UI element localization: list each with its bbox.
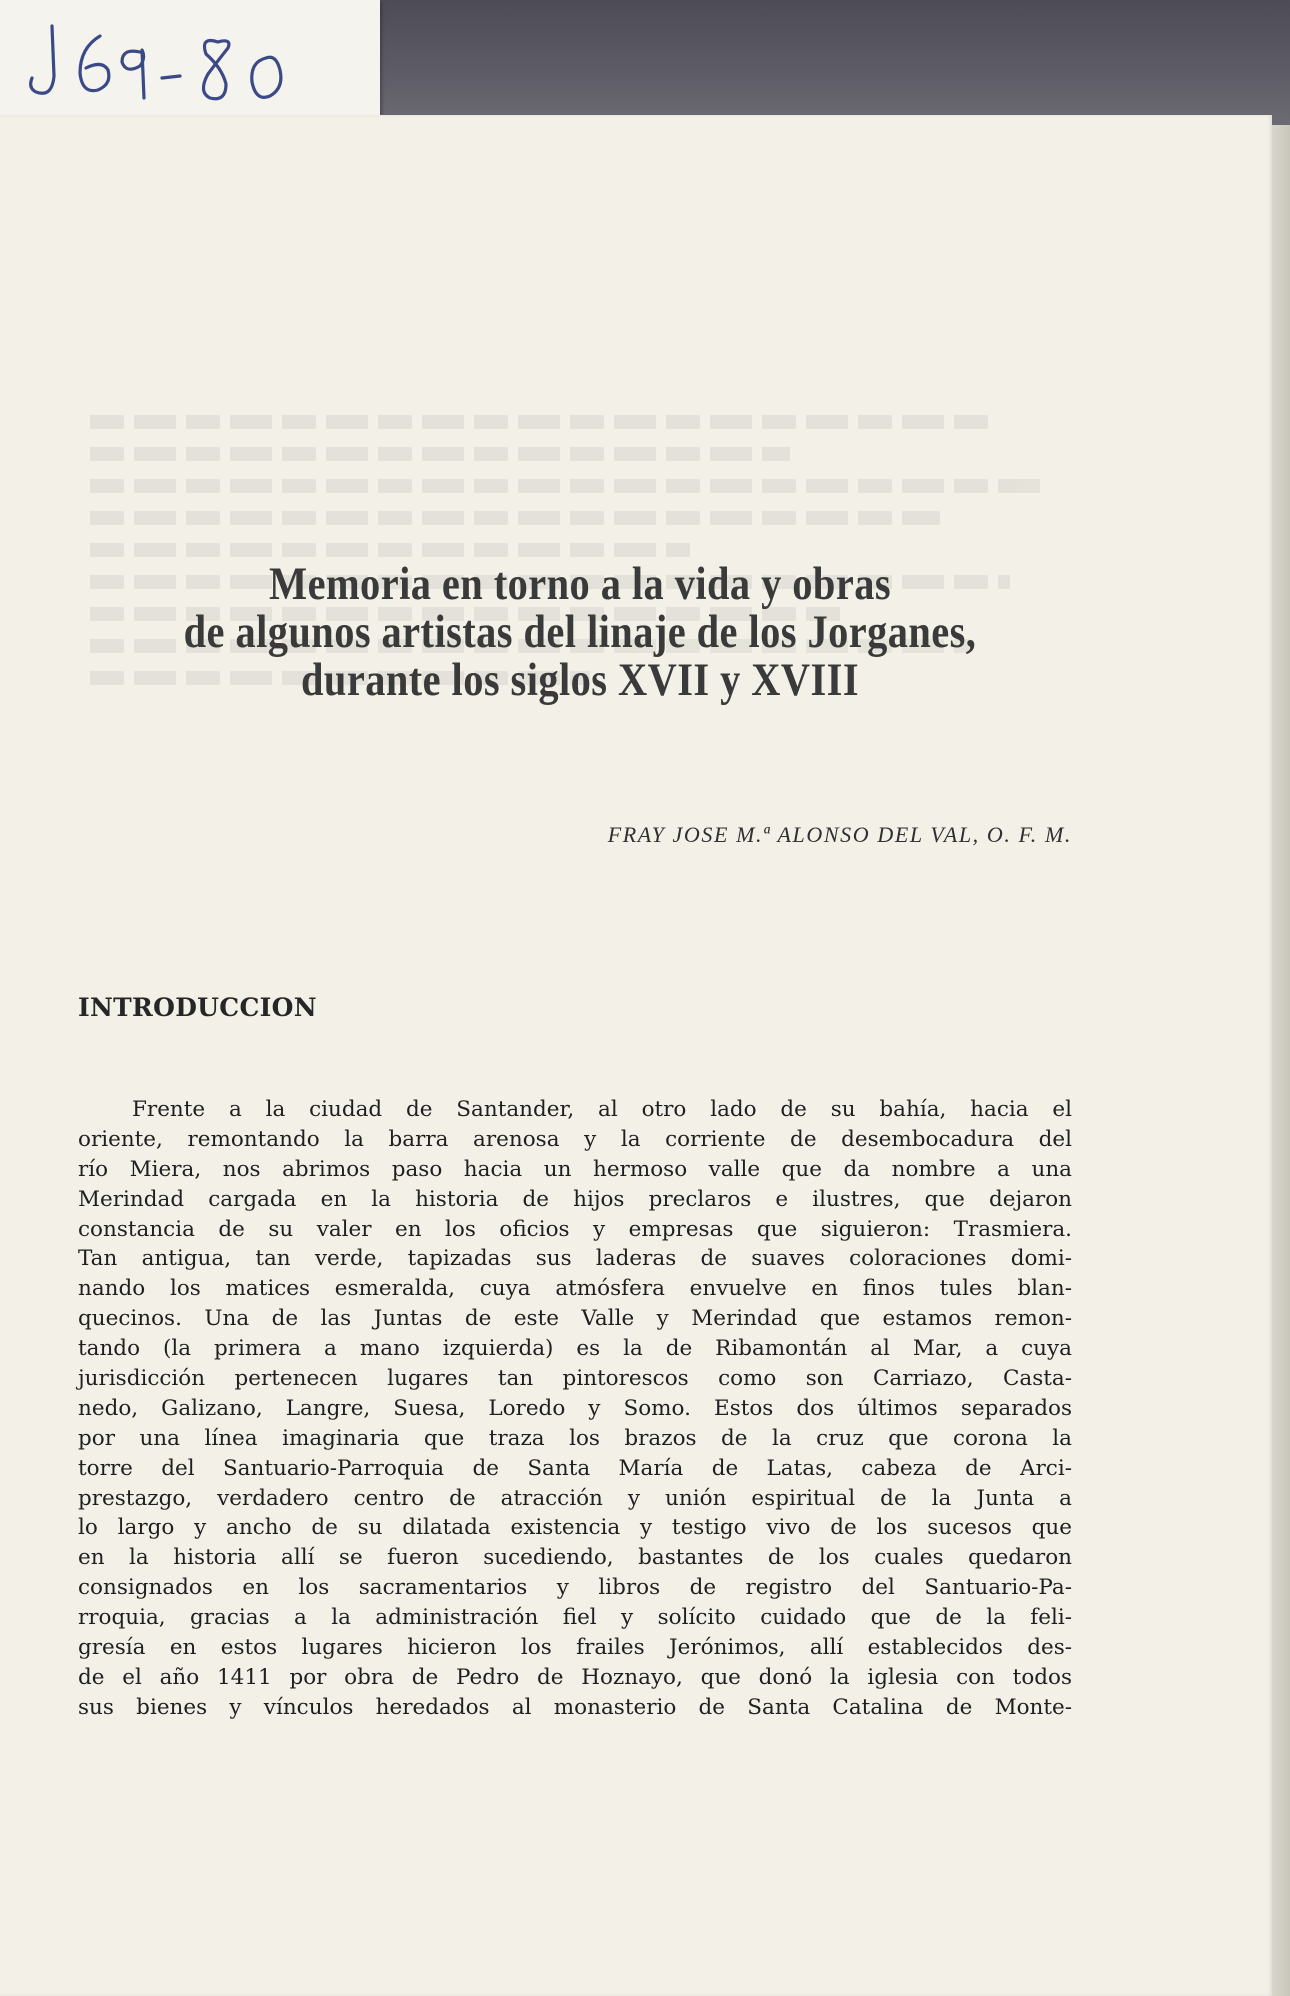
body-line: nedo, Galizano, Langre, Suesa, Loredo y Somo. Estos dos últimos separados bbox=[78, 1395, 1072, 1421]
reference-label bbox=[0, 0, 380, 125]
body-paragraph bbox=[78, 1095, 1072, 1723]
title-line-3: durante los siglos XVII y XVIII bbox=[301, 654, 859, 706]
body-line: lo largo y ancho de su dilatada existencia y testigo vivo de los sucesos que bbox=[78, 1515, 1072, 1541]
body-line: consignados en los sacramentarios y libros de registro del Santuario-Pa- bbox=[78, 1575, 1072, 1601]
body-line: Merindad cargada en la historia de hijos preclaros e ilustres, que dejaron bbox=[78, 1186, 1072, 1212]
body-line: Tan antigua, tan verde, tapizadas sus laderas de suaves coloraciones domi- bbox=[78, 1246, 1072, 1272]
body-line: por una línea imaginaria que traza los brazos de la cruz que corona la bbox=[78, 1425, 1072, 1451]
body-line: quecinos. Una de las Juntas de este Valle y Merindad que estamos remon- bbox=[78, 1306, 1072, 1332]
body-line: torre del Santuario-Parroquia de Santa María de Latas, cabeza de Arci- bbox=[78, 1455, 1072, 1481]
title-line-1: Memoria en torno a la vida y obras bbox=[269, 558, 891, 610]
section-heading: INTRODUCCION bbox=[78, 993, 317, 1022]
handwritten-reference bbox=[22, 18, 322, 113]
body-line: prestazgo, verdadero centro de atracción y unión espiritual de la Junta a bbox=[78, 1485, 1072, 1511]
body-line: de el año 1411 por obra de Pedro de Hoznayo, que donó la iglesia con todos bbox=[78, 1664, 1072, 1690]
body-line: nando los matices esmeralda, cuya atmósfera envuelve en finos tules blan- bbox=[78, 1276, 1072, 1302]
body-line: rroquia, gracias a la administración fiel y solícito cuidado que de la feli- bbox=[78, 1605, 1072, 1631]
body-line: sus bienes y vínculos heredados al monasterio de Santa Catalina de Monte- bbox=[78, 1694, 1072, 1720]
title-line-2: de algunos artistas del linaje de los Jorganes, bbox=[183, 606, 977, 658]
body-line: río Miera, nos abrimos paso hacia un hermoso valle que da nombre a una bbox=[78, 1156, 1072, 1182]
author-byline: FRAY JOSE M.ª ALONSO DEL VAL, O. F. M. bbox=[607, 822, 1072, 847]
article-title bbox=[150, 560, 1010, 704]
body-line: tando (la primera a mano izquierda) es la de Ribamontán al Mar, a cuya bbox=[78, 1336, 1072, 1362]
body-line: oriente, remontando la barra arenosa y la corriente de desembocadura del bbox=[78, 1126, 1072, 1152]
body-line: gresía en estos lugares hicieron los frailes Jerónimos, allí establecidos des- bbox=[78, 1635, 1072, 1661]
body-line: constancia de su valer en los oficios y empresas que siguieron: Trasmiera. bbox=[78, 1216, 1072, 1242]
body-line: en la historia allí se fueron sucediendo, bastantes de los cuales quedaron bbox=[78, 1545, 1072, 1571]
body-line: Frente a la ciudad de Santander, al otro lado de su bahía, hacia el bbox=[132, 1097, 1072, 1122]
page-edge bbox=[1272, 125, 1290, 1996]
body-line: jurisdicción pertenecen lugares tan pintorescos como son Carriazo, Casta- bbox=[78, 1366, 1072, 1392]
